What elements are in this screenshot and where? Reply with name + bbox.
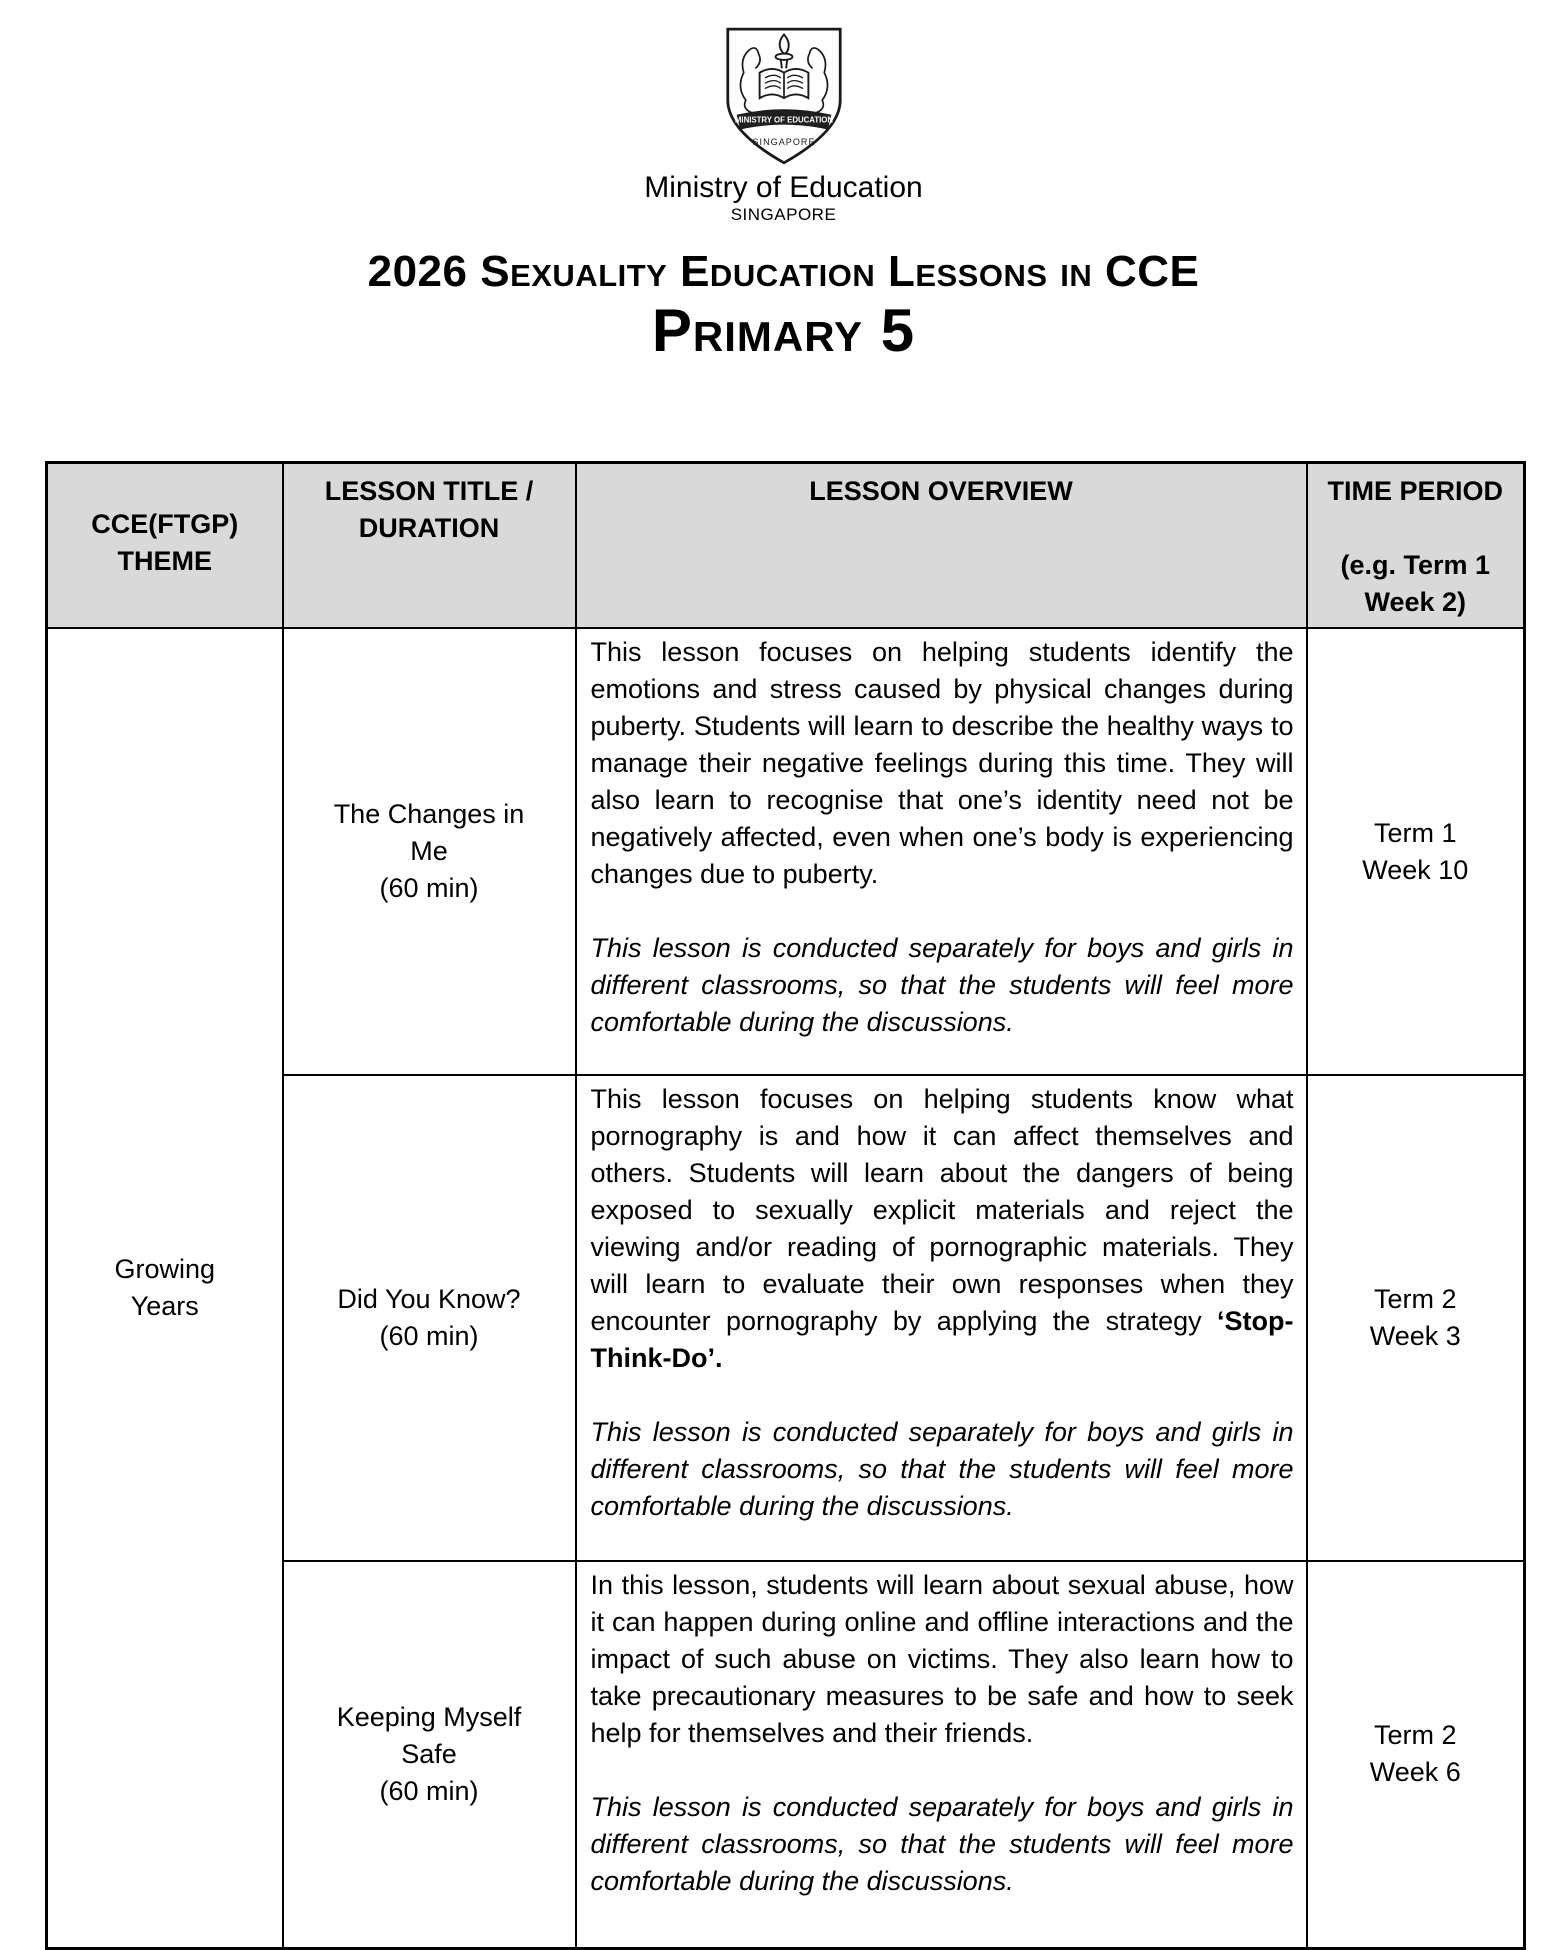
time-period-cell: Term 1 Week 10 [1307,628,1525,1075]
col-header-theme: CCE(FTGP) THEME [47,463,283,629]
col-header-lesson-title: LESSON TITLE / DURATION [283,463,576,629]
crest-banner-text: MINISTRY OF EDUCATION [734,115,833,125]
lesson-overview-cell [576,1561,1307,1948]
crest-banner-subtext: SINGAPORE [751,136,816,147]
lesson-duration: (60 min) [379,1321,479,1351]
time-period-cell: Term 2 Week 6 [1307,1561,1525,1948]
doc-title: 2026 Sexuality Education Lessons in CCE [367,247,1200,296]
table-row [47,628,1525,1075]
col-header-time-period: TIME PERIOD (e.g. Term 1 Week 2) [1307,463,1525,629]
lesson-note: This lesson is conducted separately for boys and girls in different classrooms, so that the students will feel more comfortable during the discussions. [590,1417,1294,1521]
lesson-title: Keeping Myself Safe [336,1701,522,1769]
lessons-table [45,461,1526,1950]
lesson-overview-cell [576,628,1307,1075]
org-country: SINGAPORE [730,205,837,224]
doc-subtitle: Primary 5 [651,297,916,364]
lesson-overview-cell [576,1075,1307,1561]
document-header [0,0,1567,363]
org-name: Ministry of Education [644,171,923,204]
lesson-duration: (60 min) [379,873,479,903]
lesson-title: Did You Know? [337,1284,521,1314]
lesson-note: This lesson is conducted separately for boys and girls in different classrooms, so that the students will feel more comfortable during the discussions. [590,1792,1294,1896]
lesson-title: The Changes in Me [333,799,525,866]
moe-crest-logo [720,26,848,166]
lesson-overview-paragraph: This lesson focuses on helping students identify the emotions and stress caused by physical changes during puberty. Students will learn to describe the healthy ways to manage their negative feelings during this time. They will also learn to recognise that one’s identity need not be negatively affected, even when one’s body is experiencing changes due to puberty. [590,637,1294,889]
lesson-overview-paragraph: This lesson focuses on helping students know what pornography is and how it can affect themselves and others. Students will learn about the dangers of being exposed to sexually explicit materials and reject the viewing and/or reading of pornographic materials. They will learn to evaluate their own responses when they encounter pornography by applying the strategy ‘Stop-Think-Do’. [590,1084,1294,1373]
lesson-duration: (60 min) [379,1775,479,1806]
lesson-title-cell [283,628,576,1075]
table-header-row [47,463,1525,629]
lesson-title-cell [283,1561,576,1948]
time-period-cell: Term 2 Week 3 [1307,1075,1525,1561]
lesson-title-cell [283,1075,576,1561]
lesson-overview-paragraph: In this lesson, students will learn about sexual abuse, how it can happen during online and offline interactions and the impact of such abuse on victims. They also learn how to take precautionary measures to be safe and how to seek help for themselves and their friends. [590,1570,1294,1748]
col-header-overview: LESSON OVERVIEW [576,463,1307,629]
lesson-note: This lesson is conducted separately for boys and girls in different classrooms, so that the students will feel more comfortable during the discussions. [590,933,1294,1037]
overview-bold-phrase: ‘Stop-Think-Do’. [590,1306,1294,1373]
theme-cell: Growing Years [47,628,283,1948]
